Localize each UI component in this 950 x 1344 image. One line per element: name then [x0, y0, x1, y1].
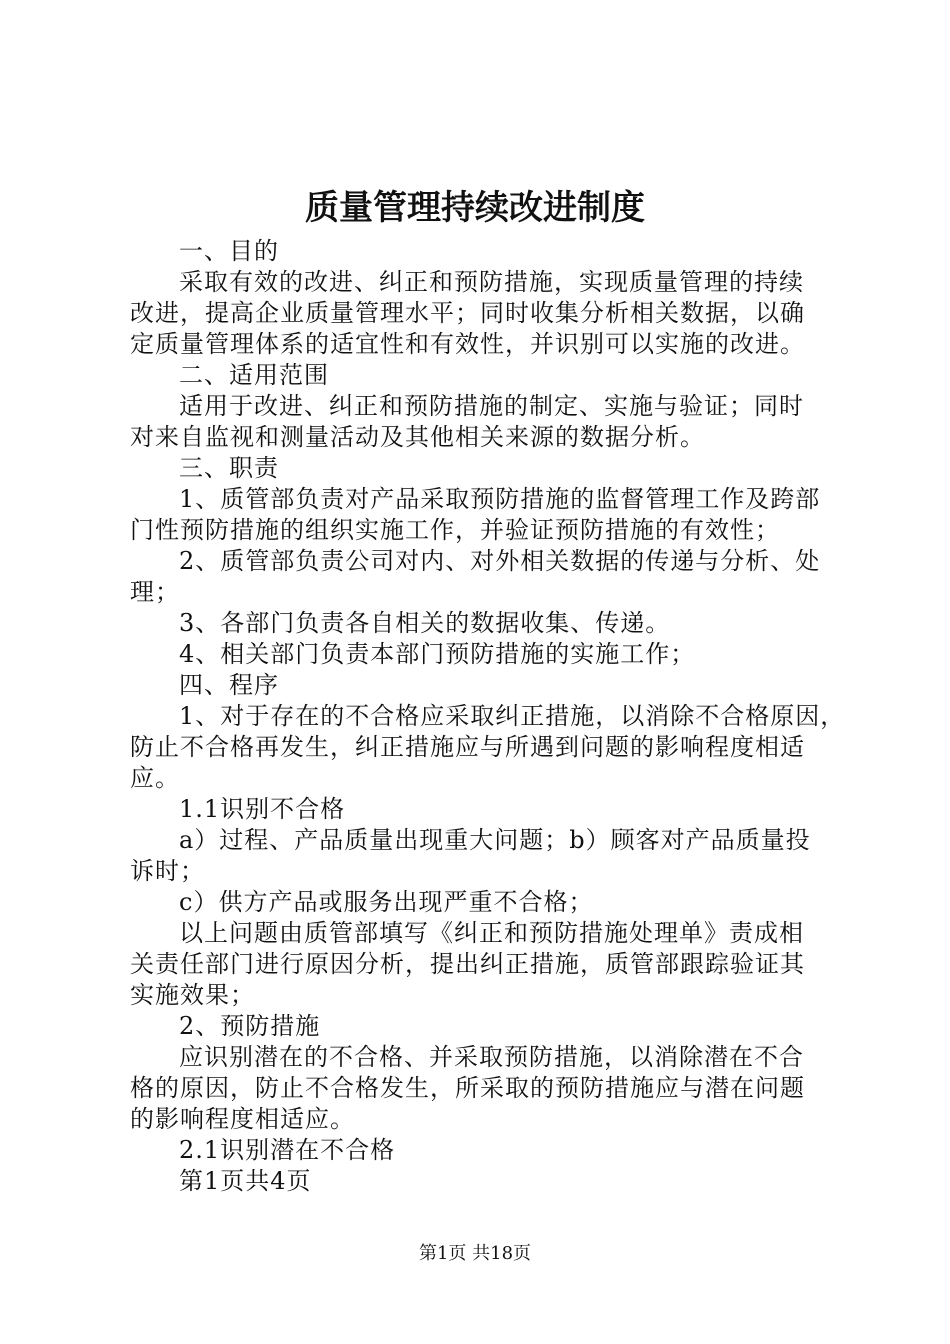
text-line: 理；: [130, 578, 180, 606]
text-line: 的影响程度相适应。: [130, 1105, 355, 1133]
text-line: 以上问题由质管部填写《纠正和预防措施处理单》责成相: [179, 919, 804, 947]
text-line: 3、各部门负责各自相关的数据收集、传递。: [179, 609, 671, 637]
text-line: 应识别潜在的不合格、并采取预防措施，以消除潜在不合: [179, 1043, 804, 1071]
document-title: 质量管理持续改进制度: [305, 188, 645, 228]
text-line: 2、质管部负责公司对内、对外相关数据的传递与分析、处: [179, 547, 821, 575]
page-footer: 第1页 共18页: [418, 1243, 532, 1264]
text-line: 实施效果；: [130, 981, 255, 1009]
text-line: 采取有效的改进、纠正和预防措施，实现质量管理的持续: [179, 268, 804, 296]
text-line: 定质量管理体系的适宜性和有效性，并识别可以实施的改进。: [130, 330, 805, 358]
text-line: 关责任部门进行原因分析，提出纠正措施，质管部跟踪验证其: [130, 950, 805, 978]
text-line: 2、预防措施: [179, 1012, 321, 1040]
text-line: 4、相关部门负责本部门预防措施的实施工作；: [179, 640, 696, 668]
text-line: 诉时；: [130, 857, 205, 885]
text-line: 改进，提高企业质量管理水平；同时收集分析相关数据，以确: [130, 299, 805, 327]
text-line: 1.1识别不合格: [179, 795, 346, 823]
text-line: 门性预防措施的组织实施工作，并验证预防措施的有效性；: [130, 516, 780, 544]
text-line: 应。: [130, 764, 180, 792]
text-line: 防止不合格再发生，纠正措施应与所遇到问题的影响程度相适: [130, 733, 805, 761]
text-line: 三、职责: [179, 454, 279, 482]
text-line: c）供方产品或服务出现严重不合格；: [179, 888, 594, 916]
text-line: a）过程、产品质量出现重大问题；b）顾客对产品质量投: [179, 826, 811, 854]
text-line: 1、对于存在的不合格应采取纠正措施，以消除不合格原因，: [179, 702, 846, 730]
text-line: 第1页共4页: [179, 1167, 312, 1195]
text-line: 二、适用范围: [179, 361, 329, 389]
document-body: [130, 236, 846, 1197]
text-line: 对来自监视和测量活动及其他相关来源的数据分析。: [130, 423, 705, 451]
text-line: 四、程序: [179, 671, 279, 699]
text-line: 1、质管部负责对产品采取预防措施的监督管理工作及跨部: [179, 485, 821, 513]
text-line: 2.1识别潜在不合格: [179, 1136, 396, 1164]
text-line: 一、目的: [179, 237, 279, 265]
text-line: 适用于改进、纠正和预防措施的制定、实施与验证；同时: [179, 392, 804, 420]
text-line: 格的原因，防止不合格发生，所采取的预防措施应与潜在问题: [130, 1074, 805, 1102]
